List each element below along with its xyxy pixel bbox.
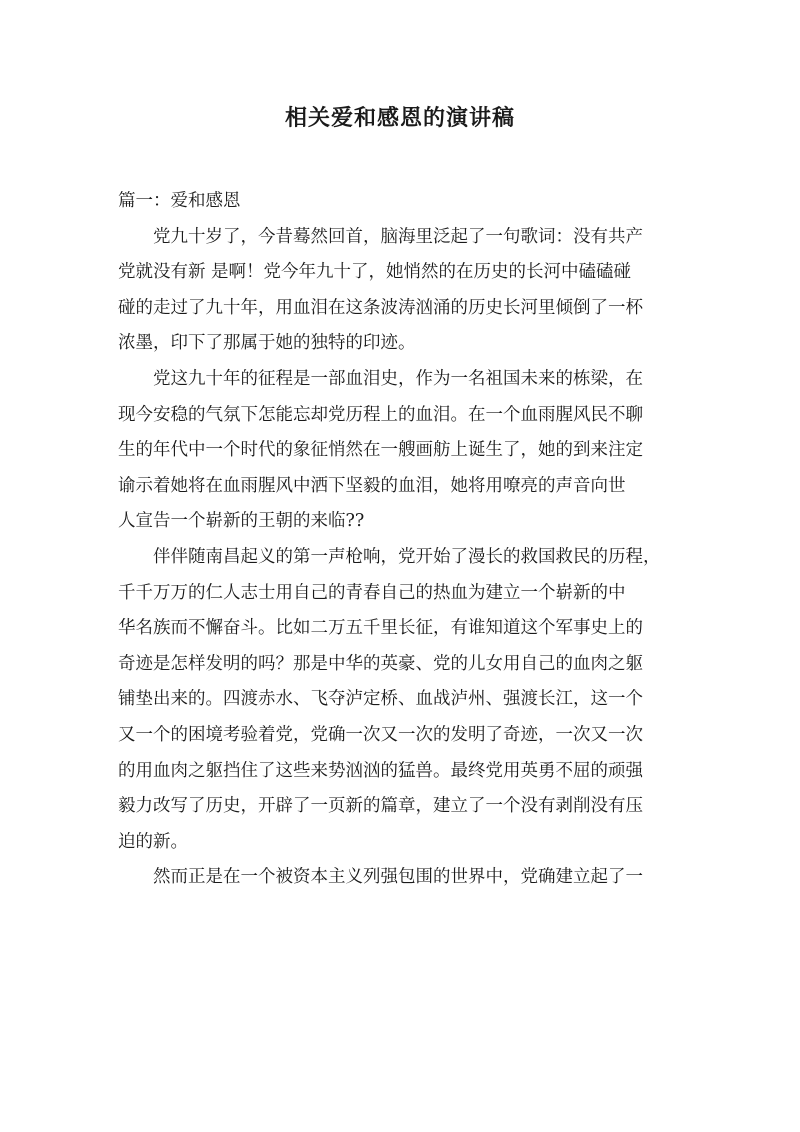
paragraph-1: [118, 220, 688, 362]
paragraph-line: 的用血肉之躯挡住了这些来势汹汹的猛兽。最终党用英勇不屈的顽强: [118, 760, 643, 781]
paragraph-line: 铺垫出来的。四渡赤水、飞夺泸定桥、血战泸州、强渡长江，这一个: [118, 689, 643, 710]
paragraph-2: [118, 362, 688, 540]
paragraph-4: [118, 860, 688, 896]
document-body: [118, 184, 688, 896]
paragraph-line: 人宣告一个崭新的王朝的来临??: [118, 511, 365, 532]
paragraph-line: 碰的走过了九十年，用血泪在这条波涛汹涌的历史长河里倾倒了一杯: [118, 297, 643, 318]
paragraph-line: 然而正是在一个被资本主义列强包围的世界中，党确建立起了一: [118, 867, 643, 888]
paragraph-line: 华名族而不懈奋斗。比如二万五千里长征，有谁知道这个军事史上的: [118, 618, 643, 639]
paragraph-line: 千千万万的仁人志士用自己的青春自己的热血为建立一个崭新的中: [118, 582, 626, 603]
paragraph-line: 党这九十年的征程是一部血泪史，作为一名祖国未来的栋梁，在: [118, 368, 643, 389]
paragraph-line: 谕示着她将在血雨腥风中洒下坚毅的血泪，她将用嘹亮的声音向世: [118, 475, 626, 496]
paragraph-line: 伴伴随南昌起义的第一声枪响，党开始了漫长的救国救民的历程，: [118, 546, 661, 567]
paragraph-line: 毅力改写了历史，开辟了一页新的篇章，建立了一个没有剥削没有压: [118, 796, 643, 817]
paragraph-line: 现今安稳的气氛下怎能忘却党历程上的血泪。在一个血雨腥风民不聊: [118, 404, 643, 425]
paragraph-line: 党就没有新 是啊！党今年九十了，她悄然的在历史的长河中磕磕碰: [118, 262, 632, 283]
paragraph-3: [118, 540, 688, 860]
section-heading: [118, 184, 688, 220]
paragraph-line: 党九十岁了，今昔蓦然回首，脑海里泛起了一句歌词：没有共产: [118, 226, 643, 247]
paragraph-line: 奇迹是怎样发明的吗？那是中华的英豪、党的儿女用自己的血肉之躯: [118, 653, 643, 674]
section-heading-text: 篇一：爱和感恩: [118, 191, 241, 211]
paragraph-line: 迫的新。: [118, 831, 188, 852]
paragraph-line: 浓墨，印下了那属于她的独特的印迹。: [118, 333, 416, 354]
document-title: 相关爱和感恩的演讲稿: [284, 105, 515, 131]
paragraph-line: 又一个的困境考验着党，党确一次又一次的发明了奇迹，一次又一次: [118, 724, 643, 745]
paragraph-line: 生的年代中一个时代的象征悄然在一艘画舫上诞生了，她的到来注定: [118, 440, 643, 461]
